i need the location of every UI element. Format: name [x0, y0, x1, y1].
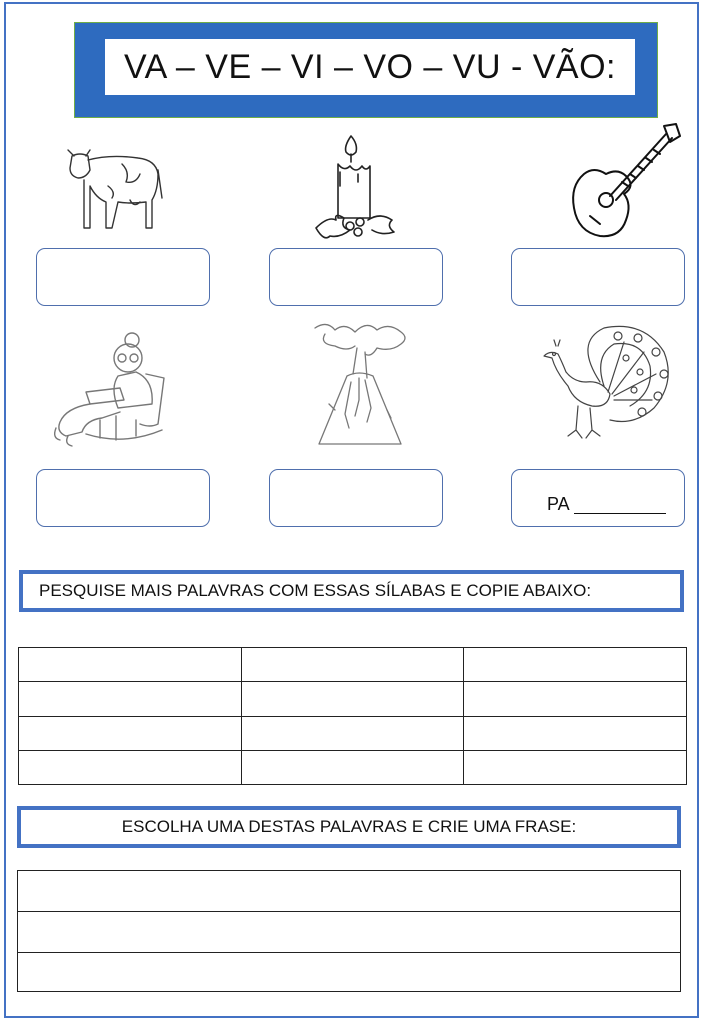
sentence-instruction-banner [17, 806, 681, 848]
table-cell[interactable] [19, 648, 242, 682]
table-cell[interactable] [241, 648, 464, 682]
writing-line [18, 911, 680, 912]
answer-prefix: PA [547, 494, 570, 514]
table-cell[interactable] [464, 716, 687, 750]
table-cell[interactable] [241, 716, 464, 750]
table-cell[interactable] [464, 648, 687, 682]
table-cell[interactable] [464, 750, 687, 784]
writing-line [18, 952, 680, 953]
answer-box-volcano[interactable] [269, 469, 443, 527]
table-row [19, 648, 687, 682]
table-cell[interactable] [19, 682, 242, 716]
table-row [19, 682, 687, 716]
research-instruction-banner [19, 570, 684, 612]
answer-box-peacock[interactable] [511, 469, 685, 527]
volcano-icon [305, 318, 415, 452]
words-table [18, 647, 687, 785]
candle-icon [310, 132, 400, 244]
table-cell[interactable] [19, 750, 242, 784]
peacock-icon [534, 322, 674, 446]
page-title: VA – VE – VI – VO – VU - VÃO: [105, 39, 635, 95]
answer-blank-line [574, 513, 666, 514]
title-banner [74, 22, 658, 118]
answer-box-grandmother[interactable] [36, 469, 210, 527]
sentence-instruction: ESCOLHA UMA DESTAS PALAVRAS E CRIE UMA FRASE: [121, 817, 577, 836]
table-cell[interactable] [19, 716, 242, 750]
grandmother-icon [46, 328, 170, 450]
table-cell[interactable] [241, 750, 464, 784]
answer-box-candle[interactable] [269, 248, 443, 306]
answer-box-guitar[interactable] [511, 248, 685, 306]
table-row [19, 716, 687, 750]
cow-icon [60, 142, 164, 236]
answer-box-cow[interactable] [36, 248, 210, 306]
table-row [19, 750, 687, 784]
guitar-icon [566, 120, 682, 244]
sentence-writing-area[interactable] [17, 870, 681, 992]
table-cell[interactable] [464, 682, 687, 716]
table-cell[interactable] [241, 682, 464, 716]
research-instruction: PESQUISE MAIS PALAVRAS COM ESSAS SÍLABAS E COPIE ABAIXO: [39, 581, 592, 600]
